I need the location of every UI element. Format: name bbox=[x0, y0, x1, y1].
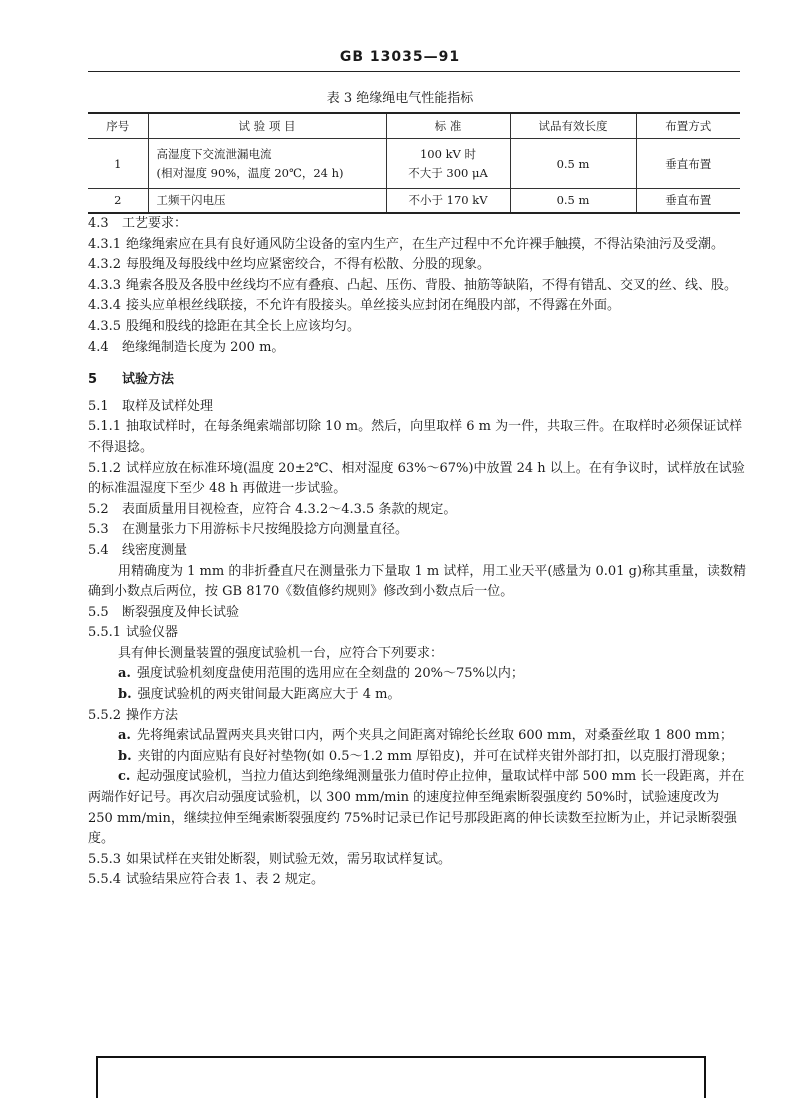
clause-text: 线密度测量 bbox=[122, 542, 188, 558]
clause-text: 操作方法 bbox=[126, 707, 179, 723]
clause-4-3 bbox=[88, 214, 748, 235]
clause-4-3-3 bbox=[88, 276, 748, 297]
clause-text: 在测量张力下用游标卡尺按绳股捻方向测量直径。 bbox=[122, 522, 409, 538]
clause-5-5-3 bbox=[88, 850, 748, 871]
clause-number: 5.5.3 bbox=[88, 851, 122, 867]
list-text: 起动强度试验机，当拉力值达到绝缘绳测量张力值时停止拉伸，量取试样中部 500 mm 长一段距离，并在两端作好记号。再次启动强度试验机，以 300 mm/min 的速度拉伸至绳索断裂强度约 50%时，试验速度改为 250 mm/min，继续拉伸至绳索断裂强度约 75%时记录已作记号那段距离的伸长读数至拉断为止，并记录断裂强度。 bbox=[88, 769, 745, 847]
clause-5-1 bbox=[88, 397, 748, 418]
clause-text: 接头应单根丝线联接，不允许有股接头。单丝接头应封闭在绳股内部，不得露在外面。 bbox=[126, 298, 621, 314]
cell-no: 2 bbox=[88, 189, 148, 213]
clause-5-5 bbox=[88, 603, 748, 624]
item-line: 高湿度下交流泄漏电流 bbox=[156, 146, 272, 161]
col-header-item: 试 验 项 目 bbox=[148, 113, 386, 139]
clause-number: 4.3.2 bbox=[88, 257, 122, 273]
clause-text: 绳索各股及各股中丝线均不应有叠痕、凸起、压伤、背股、抽筋等缺陷，不得有错乱、交叉的丝、线、股。 bbox=[126, 277, 738, 293]
clause-5-3 bbox=[88, 520, 748, 541]
bottom-frame-box bbox=[96, 1056, 706, 1098]
list-item-c bbox=[88, 767, 748, 849]
clause-number: 5.1 bbox=[88, 398, 109, 414]
list-text: 强度试验机的两夹钳间最大距离应大于 4 m。 bbox=[137, 687, 401, 703]
clause-number: 4.4 bbox=[88, 339, 109, 355]
section-title: 试验方法 bbox=[122, 372, 175, 388]
cell-standard: 不小于 170 kV bbox=[386, 189, 510, 213]
cell-item bbox=[148, 139, 386, 189]
clause-text: 工艺要求： bbox=[122, 216, 188, 231]
clause-5-5-2 bbox=[88, 706, 748, 727]
clause-number: 5.2 bbox=[88, 501, 109, 517]
list-item-b bbox=[88, 685, 748, 706]
clause-number: 5.5.4 bbox=[88, 872, 122, 888]
clause-text: 表面质量用目视检查，应符合 4.3.2～4.3.5 条款的规定。 bbox=[122, 501, 457, 517]
list-label: c. bbox=[118, 769, 131, 785]
cell-no: 1 bbox=[88, 139, 148, 189]
col-header-standard: 标 准 bbox=[386, 113, 510, 139]
col-header-length: 试品有效长度 bbox=[510, 113, 636, 139]
clause-text: 取样及试样处理 bbox=[122, 398, 214, 414]
cell-length: 0.5 m bbox=[510, 139, 636, 189]
cell-item: 工频干闪电压 bbox=[148, 189, 386, 213]
clause-number: 5.5 bbox=[88, 604, 109, 620]
table-3-caption: 表 3 绝缘绳电气性能指标 bbox=[326, 91, 474, 106]
col-header-no: 序号 bbox=[88, 113, 148, 139]
section-5-heading bbox=[88, 370, 748, 391]
item-line: (相对湿度 90%，温度 20℃，24 h) bbox=[156, 165, 344, 180]
clause-4-3-1 bbox=[88, 235, 748, 256]
standard-line: 100 kV 时 bbox=[419, 146, 477, 161]
clause-5-1-2 bbox=[88, 459, 748, 500]
cell-standard bbox=[386, 139, 510, 189]
clause-4-3-2 bbox=[88, 255, 748, 276]
list-label: a. bbox=[118, 666, 131, 682]
list-item-a bbox=[88, 726, 748, 747]
section-number: 5 bbox=[88, 372, 98, 388]
standard-line: 不大于 300 μA bbox=[408, 165, 488, 180]
clause-text: 试验结果应符合表 1、表 2 规定。 bbox=[126, 872, 324, 888]
clause-4-3-5 bbox=[88, 317, 748, 338]
list-text: 强度试验机刻度盘使用范围的选用应在全刻盘的 20%～75%以内； bbox=[136, 666, 524, 682]
list-label: b. bbox=[118, 748, 132, 764]
cell-layout: 垂直布置 bbox=[636, 189, 740, 213]
clause-text: 抽取试样时，在每条绳索端部切除 10 m。然后，向里取样 6 m 为一件，共取三件。在取样时必须保证试样不得退捻。 bbox=[88, 419, 743, 455]
standard-code-header: GB 13035—91 bbox=[339, 49, 461, 65]
clause-5-4-body: 用精确度为 1 mm 的非折叠直尺在测量张力下量取 1 m 试样，用工业天平(感量为 0.01 g)称其重量，读数精确到小数点后两位，按 GB 8170《数值修约规则》修改到小数点后一位。 bbox=[88, 563, 746, 600]
clause-text: 断裂强度及伸长试验 bbox=[122, 604, 240, 620]
clause-5-5-4 bbox=[88, 870, 748, 891]
clause-text: 如果试样在夹钳处断裂，则试验无效，需另取试样复试。 bbox=[126, 851, 452, 867]
clause-4-3-4 bbox=[88, 296, 748, 317]
clause-number: 5.5.1 bbox=[88, 625, 122, 641]
cell-layout: 垂直布置 bbox=[636, 139, 740, 189]
clause-text: 绝缘绳索应在具有良好通风防尘设备的室内生产，在生产过程中不允许裸手触摸，不得沾染油污及受潮。 bbox=[126, 236, 725, 252]
list-item-b bbox=[88, 747, 748, 768]
table-row bbox=[88, 139, 740, 189]
list-text: 夹钳的内面应贴有良好衬垫物(如 0.5～1.2 mm 厚铅皮)，并可在试样夹钳外部打扣，以克服打滑现象； bbox=[137, 748, 734, 764]
clause-5-1-1 bbox=[88, 417, 748, 458]
list-label: a. bbox=[118, 728, 131, 744]
clause-number: 4.3.4 bbox=[88, 298, 122, 314]
clause-number: 4.3.5 bbox=[88, 318, 122, 334]
list-text: 先将绳索试品置两夹具夹钳口内，两个夹具之间距离对锦纶长丝取 600 mm，对桑蚕丝取 1 800 mm； bbox=[136, 728, 733, 744]
clause-4-4 bbox=[88, 338, 748, 359]
table-row bbox=[88, 189, 740, 213]
table-3 bbox=[88, 112, 740, 214]
clause-text: 绝缘绳制造长度为 200 m。 bbox=[122, 339, 285, 355]
list-label: b. bbox=[118, 687, 132, 703]
clause-5-4 bbox=[88, 541, 748, 562]
clause-number: 5.1.2 bbox=[88, 460, 122, 476]
table-header-row bbox=[88, 113, 740, 139]
clause-number: 4.3.3 bbox=[88, 277, 122, 293]
cell-length: 0.5 m bbox=[510, 189, 636, 213]
clause-text: 试验仪器 bbox=[126, 625, 179, 641]
body-text bbox=[88, 214, 748, 891]
clause-text: 股绳和股线的捻距在其全长上应该均匀。 bbox=[126, 318, 361, 334]
clause-number: 5.4 bbox=[88, 542, 109, 558]
clause-text: 每股绳及每股线中丝均应紧密绞合，不得有松散、分股的现象。 bbox=[126, 257, 491, 273]
clause-number: 5.3 bbox=[88, 522, 109, 538]
clause-number: 4.3.1 bbox=[88, 236, 122, 252]
clause-number: 4.3 bbox=[88, 216, 109, 231]
list-item-a bbox=[88, 664, 748, 685]
clause-5-5-1 bbox=[88, 623, 748, 644]
clause-number: 5.5.2 bbox=[88, 707, 122, 723]
header-rule bbox=[88, 71, 740, 72]
clause-5-5-1-body: 具有伸长测量装置的强度试验机一台，应符合下列要求： bbox=[118, 645, 444, 661]
clause-text: 试样应放在标准环境(温度 20±2℃、相对湿度 63%～67%)中放置 24 h 以上。在有争议时，试样放在试验的标准温湿度下至少 48 h 再做进一步试验。 bbox=[88, 460, 745, 497]
clause-number: 5.1.1 bbox=[88, 419, 122, 435]
col-header-layout: 布置方式 bbox=[636, 113, 740, 139]
clause-5-2 bbox=[88, 500, 748, 521]
